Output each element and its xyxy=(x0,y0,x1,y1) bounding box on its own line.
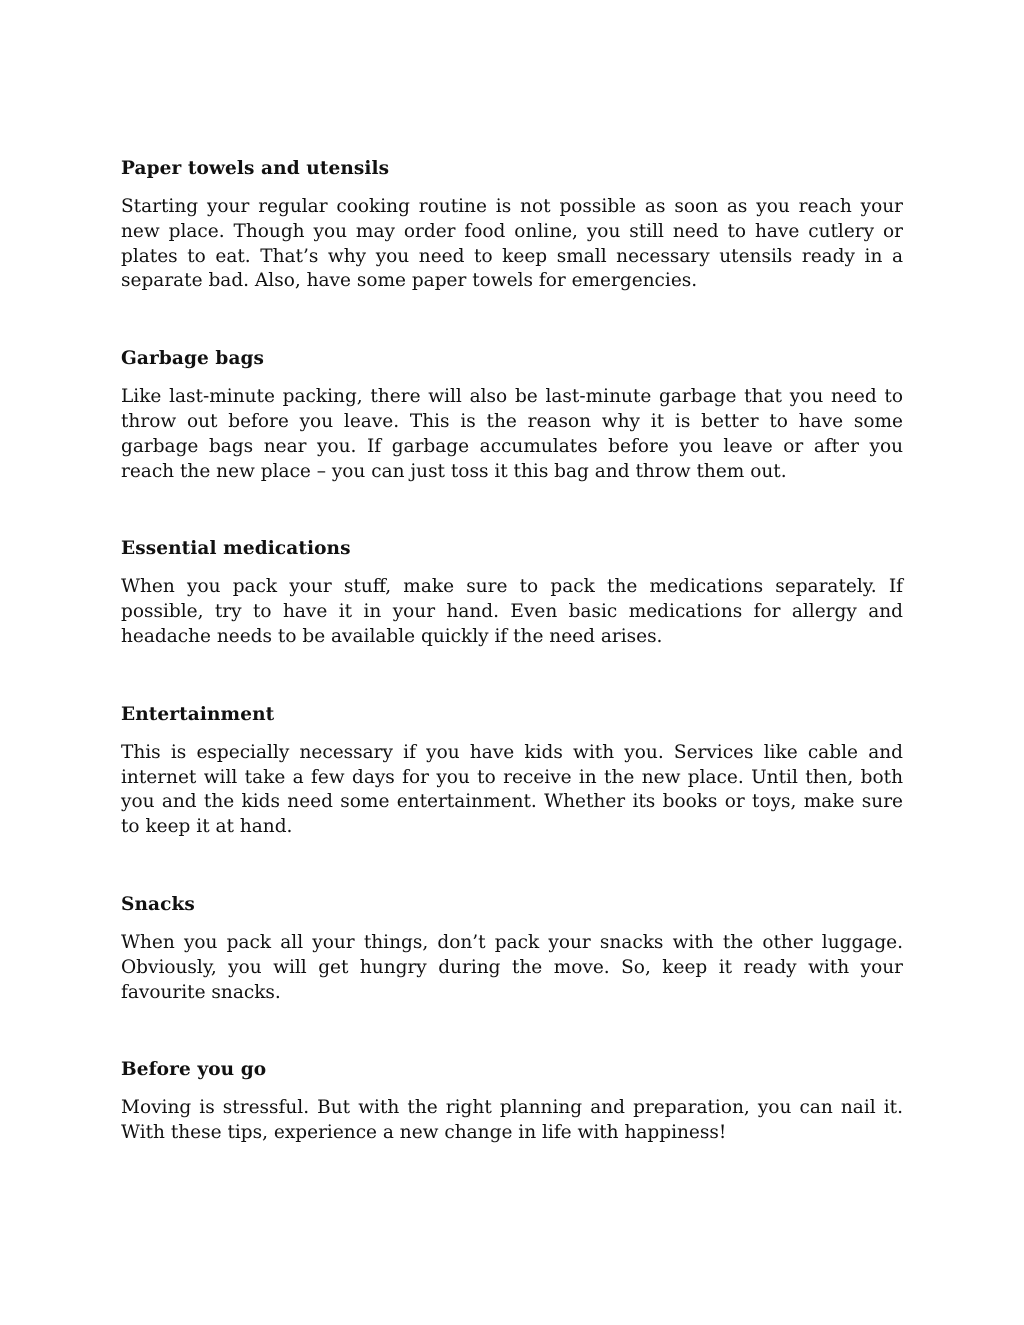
section-paragraph: Starting your regular cooking routine is not possible as soon as you reach your new place. Though you may order food online, you still need to have cutlery or plates to eat. That’s why you need to keep small necessary utensils ready in a separate bad. Also, have some paper towels for emergencies. xyxy=(121,196,903,292)
section-heading: Essential medications xyxy=(121,538,351,560)
section-paragraph: When you pack all your things, don’t pack your snacks with the other luggage. Obviously, you will get hungry during the move. So, keep it ready with your favourite snacks. xyxy=(121,931,903,1003)
section-paper-towels xyxy=(121,157,903,294)
section-paragraph: When you pack your stuff, make sure to pack the medications separately. If possible, try to have it in your hand. Even basic medications for allergy and headache needs to be available quickly if the need arises. xyxy=(121,576,903,647)
section-paragraph: Moving is stressful. But with the right planning and preparation, you can nail it. With these tips, experience a new change in life with happiness! xyxy=(121,1097,903,1144)
section-heading: Garbage bags xyxy=(121,348,265,370)
section-before-you-go xyxy=(121,1058,903,1146)
section-heading: Snacks xyxy=(121,893,195,915)
section-snacks xyxy=(121,893,903,1005)
section-paragraph: This is especially necessary if you have kids with you. Services like cable and internet will take a few days for you to receive in the new place. Until then, both you and the kids need some entertainment. Whether its books or toys, make sure to keep it at hand. xyxy=(121,741,903,838)
section-paragraph: Like last-minute packing, there will also be last-minute garbage that you need to throw out before you leave. This is the reason why it is better to have some garbage bags near you. If garbage accumulates before you leave or after you reach the new place – you can just toss it this bag and throw them out. xyxy=(121,386,903,482)
section-essential-medications xyxy=(121,537,903,649)
section-heading: Paper towels and utensils xyxy=(121,158,390,179)
section-garbage-bags xyxy=(121,347,903,484)
document-page xyxy=(121,157,903,1146)
section-entertainment xyxy=(121,703,903,840)
section-heading: Before you go xyxy=(121,1059,267,1081)
section-heading: Entertainment xyxy=(121,703,275,725)
